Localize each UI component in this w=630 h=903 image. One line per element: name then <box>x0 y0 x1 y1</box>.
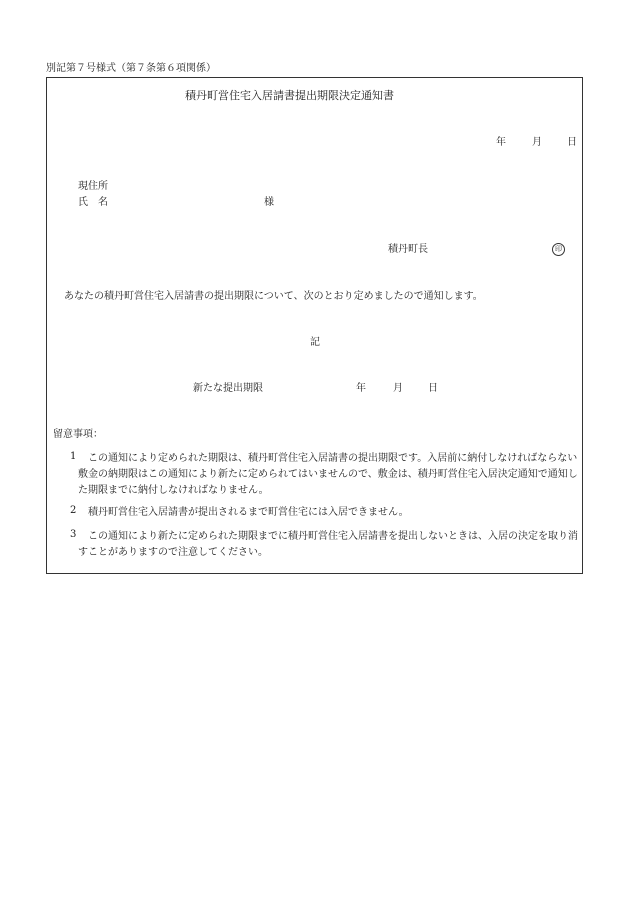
note-number: 1 <box>70 451 77 462</box>
note-text: この通知により新たに定められた期限までに積丹町営住宅入居請書を提出しないときは、入居の決定を取り消すことがありますので注意してください。 <box>78 531 578 558</box>
name-label: 氏 名 <box>78 197 108 208</box>
address-label: 現住所 <box>78 181 108 192</box>
note-text: 積丹町営住宅入居請書が提出されるまで町営住宅には入居できません。 <box>88 507 409 518</box>
document-title: 積丹町営住宅入居請書提出期限決定通知書 <box>185 89 394 102</box>
new-deadline-month: 月 <box>393 383 403 394</box>
note-text: この通知により定められた期限は、積丹町営住宅入居請書の提出期限です。入居前に納付しなければならない敷金の納期限はこの通知により新たに定められてはいませんので、敷金は、積丹町営住宅入居決定通知で通知した期限までに納付しなければなりません。 <box>78 453 578 496</box>
notice-frame <box>46 77 583 574</box>
new-deadline-label: 新たな提出期限 <box>193 383 263 394</box>
seal-mark: 印 <box>552 243 565 256</box>
date-day: 日 <box>567 137 577 148</box>
form-label: 別記第７号様式（第７条第６項関係） <box>46 63 216 74</box>
body-text: あなたの積丹町営住宅入居請書の提出期限について、次のとおり定めましたので通知します。 <box>64 291 483 302</box>
date-month: 月 <box>532 137 542 148</box>
honorific: 様 <box>264 197 274 208</box>
ki-marker: 記 <box>310 337 320 348</box>
note-number: 3 <box>70 529 77 540</box>
date-year: 年 <box>496 137 506 148</box>
note-number: 2 <box>70 505 77 516</box>
new-deadline-year: 年 <box>356 383 366 394</box>
new-deadline-day: 日 <box>428 383 438 394</box>
issuer: 積丹町長 <box>388 244 428 255</box>
notes-heading: 留意事項： <box>53 429 103 440</box>
